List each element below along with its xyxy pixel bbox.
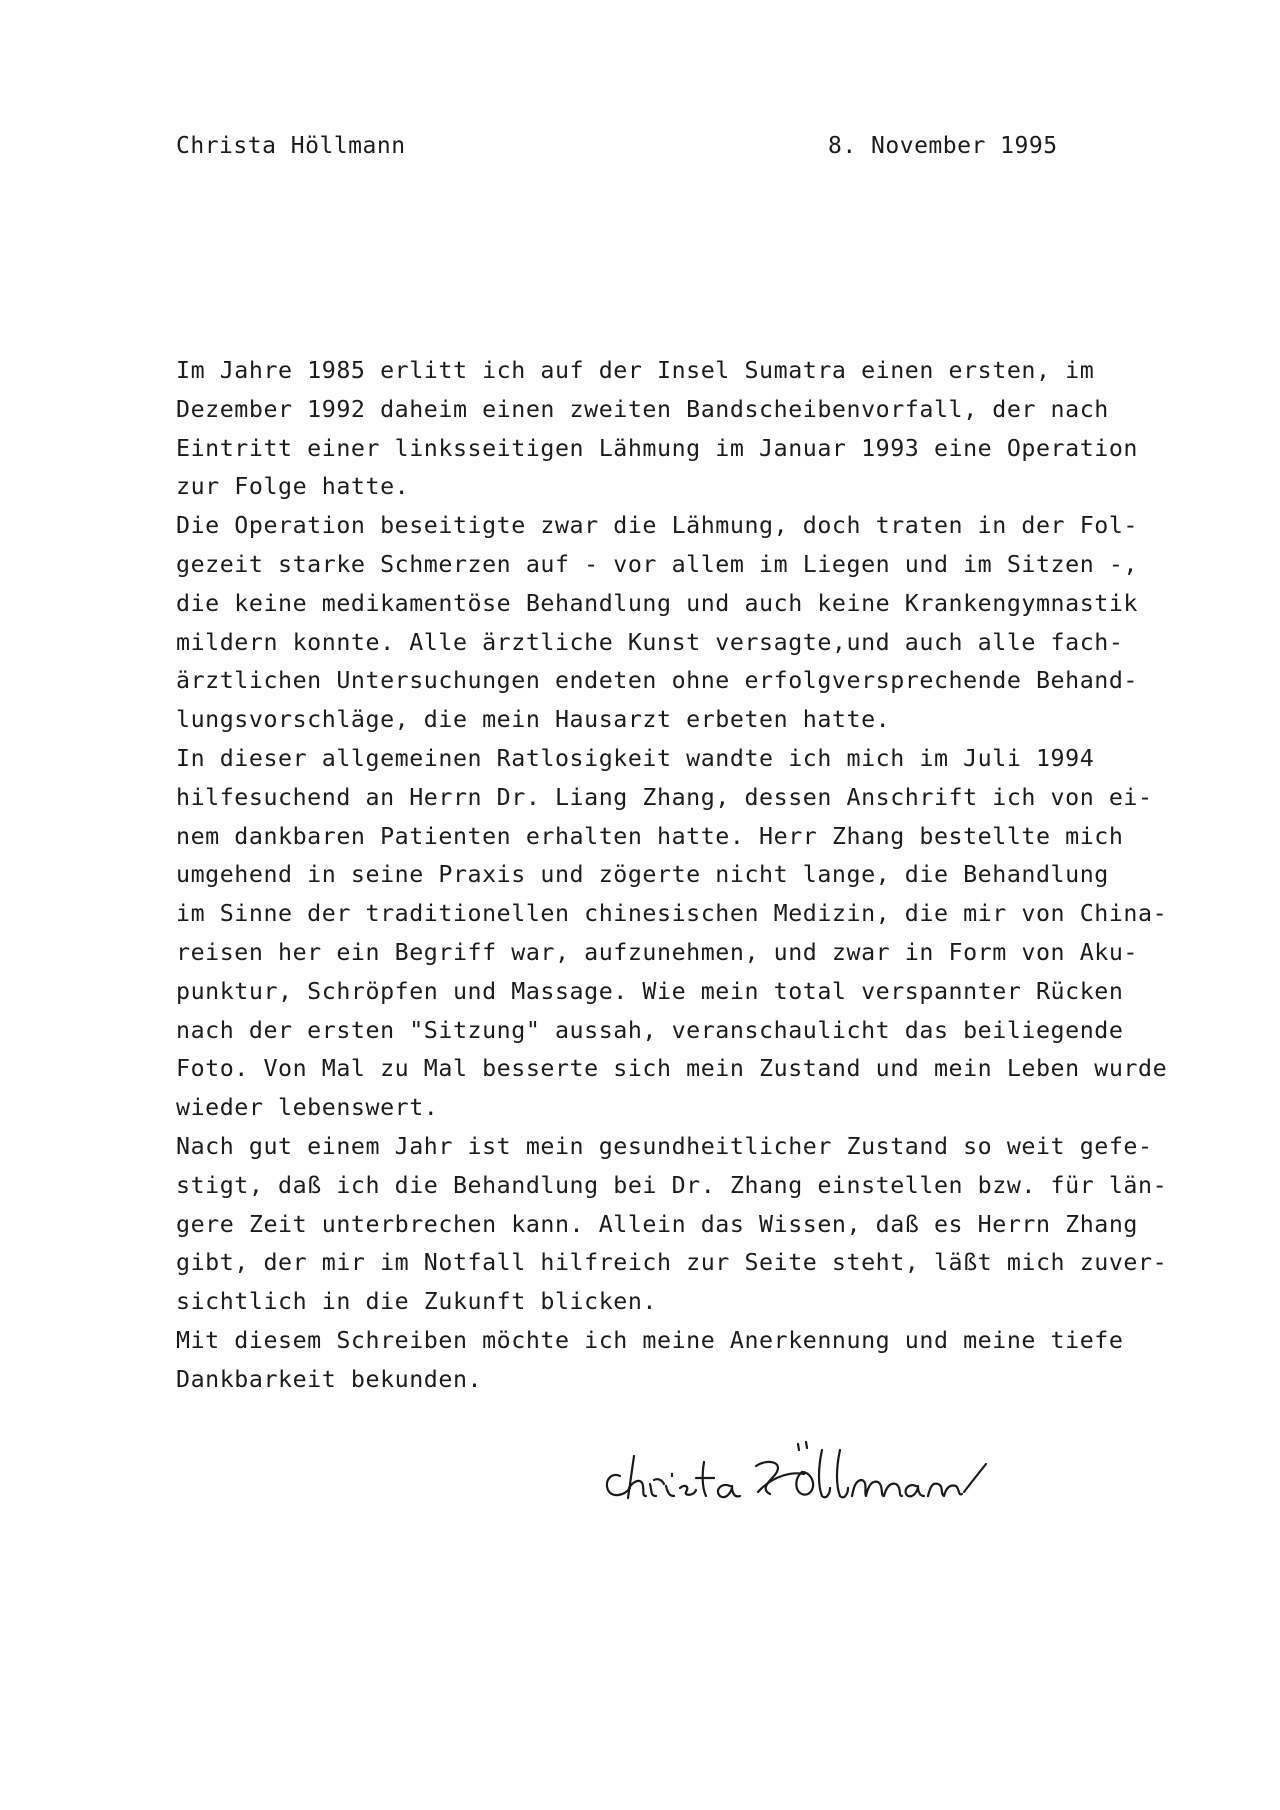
body-line: lungsvorschläge, die mein Hausarzt erbeten hatte. bbox=[176, 706, 891, 734]
body-line: gere Zeit unterbrechen kann. Allein das Wissen, daß es Herrn Zhang bbox=[176, 1210, 1139, 1238]
body-line: Mit diesem Schreiben möchte ich meine Anerkennung und meine tiefe bbox=[176, 1326, 1124, 1354]
body-line: In dieser allgemeinen Ratlosigkeit wandte ich mich im Juli 1994 bbox=[176, 744, 1095, 772]
body-line: Foto. Von Mal zu Mal besserte sich mein Zustand und mein Leben wurde bbox=[176, 1055, 1168, 1083]
body-line: wieder lebenswert. bbox=[176, 1094, 439, 1122]
body-line: Nach gut einem Jahr ist mein gesundheitlicher Zustand so weit gefe- bbox=[176, 1132, 1153, 1160]
body-line: nem dankbaren Patienten erhalten hatte. Herr Zhang bestellte mich bbox=[176, 822, 1124, 850]
body-line: Die Operation beseitigte zwar die Lähmung, doch traten in der Fol- bbox=[176, 512, 1139, 540]
body-line: umgehend in seine Praxis und zögerte nicht lange, die Behandlung bbox=[176, 861, 1109, 889]
body-line: hilfesuchend an Herrn Dr. Liang Zhang, dessen Anschrift ich von ei- bbox=[176, 783, 1153, 811]
body-line: Im Jahre 1985 erlitt ich auf der Insel Sumatra einen ersten, im bbox=[176, 357, 1095, 384]
body-line: im Sinne der traditionellen chinesischen Medizin, die mir von China- bbox=[176, 900, 1168, 928]
letter-body bbox=[176, 352, 1256, 1400]
body-line: gibt, der mir im Notfall hilfreich zur Seite steht, läßt mich zuver- bbox=[176, 1249, 1168, 1277]
signature-drawing bbox=[598, 1428, 988, 1518]
body-line: gezeit starke Schmerzen auf - vor allem im Liegen und im Sitzen -, bbox=[176, 550, 1139, 578]
body-line: die keine medikamentöse Behandlung und auch keine Krankengymnastik bbox=[176, 589, 1139, 617]
body-line: punktur, Schröpfen und Massage. Wie mein total verspannter Rücken bbox=[176, 977, 1124, 1005]
body-line: sichtlich in die Zukunft blicken. bbox=[176, 1288, 658, 1316]
body-line: mildern konnte. Alle ärztliche Kunst versagte,und auch alle fach- bbox=[176, 628, 1124, 656]
body-line: zur Folge hatte. bbox=[176, 473, 410, 501]
handwritten-signature bbox=[598, 1428, 988, 1518]
body-line: Dankbarkeit bekunden. bbox=[176, 1365, 483, 1393]
body-line: reisen her ein Begriff war, aufzunehmen, und zwar in Form von Aku- bbox=[176, 938, 1139, 966]
body-line: Dezember 1992 daheim einen zweiten Bandscheibenvorfall, der nach bbox=[176, 395, 1109, 423]
body-line: stigt, daß ich die Behandlung bei Dr. Zhang einstellen bzw. für län- bbox=[176, 1171, 1168, 1199]
body-line: Eintritt einer linksseitigen Lähmung im Januar 1993 eine Operation bbox=[176, 434, 1139, 462]
sender-name: Christa Höllmann bbox=[176, 133, 406, 159]
body-line: ärztlichen Untersuchungen endeten ohne erfolgversprechende Behand- bbox=[176, 667, 1139, 695]
body-line: nach der ersten "Sitzung" aussah, veranschaulicht das beiliegende bbox=[176, 1016, 1124, 1044]
letter-date: 8. November 1995 bbox=[828, 133, 1058, 159]
